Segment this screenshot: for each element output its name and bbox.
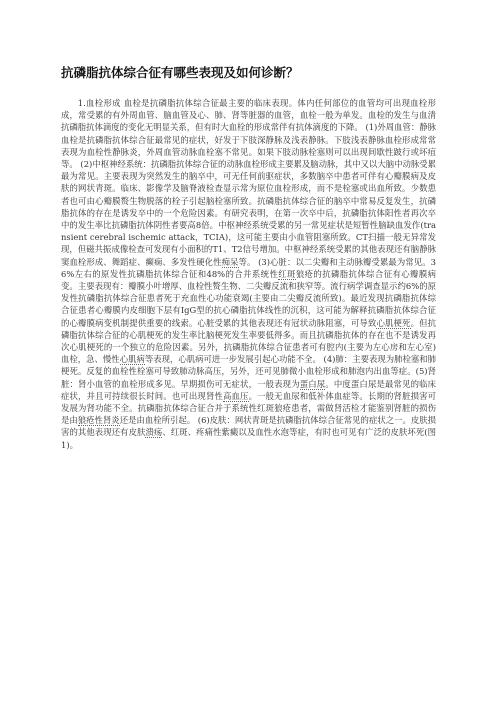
body-text: 狼疮的抗磷脂抗体综合征有心瓣膜病变。主要表现有：瓣膜小叶增厚、血栓性赘生物、二尖瓣反流和狭窄等。流行病学调查显示约6%的原发性抗磷脂抗体综合征患者死于充血性心功能衰竭(主要由二尖瓣反流所致)。最近发现抗磷脂抗体综合征患者心瓣膜内皮细胞下层有IgG型的抗心磷脂抗体线性的沉积，这可能为解释抗磷脂抗体综合征的心瓣膜病变机制提供重要的线索。心脏受累的其他表现还有冠状动脉阻塞，可导致 [61, 268, 436, 328]
body-text: 还是由血栓所引起。 (6)皮肤：网状青斑是抗磷脂抗体综合征常见的症状之一。皮肤损害的其他表现还有皮肤 [61, 415, 436, 438]
term-link[interactable]: 蛋白尿 [299, 378, 326, 389]
body-text: 、红斑、疼痛性紫癜以及血性水泡等症，有时也可见有广泛的皮肤坏死(图1)。 [61, 427, 436, 450]
body-text: 。但抗磷脂抗体综合征的心肌梗死的发生率比脑梗死发生率要低得多。而且抗磷脂抗体的存在也不是诱发再次心肌梗死的一个独立的危险因素。另外，抗磷脂抗体综合征患者可有腔内(主要为左心房和左心室)血栓，急、慢性 [61, 317, 436, 365]
body-text: 1.血栓形成 血栓是抗磷脂抗体综合征最主要的临床表现。体内任何部位的血管均可出现血栓形成，常受累的有外周血管、脑血管及心、肺、肾等脏器的血管，血栓一般为单发。血栓的发生与血清抗磷脂抗体滴度的变化无明显关系，但有时大血栓的形成常伴有抗体滴度的下降。 (1)外周血管：静脉血栓是抗磷脂抗体综合征最常见的症状，好发于下肢深静脉及浅表静脉。下肢浅表静脉血栓形成常常表现为血栓性静脉炎，外周血管动脉血栓塞不常见。如果下肢动脉栓塞则可以出现间歇性跛行或坏疽等。 (2)中枢神经系统：抗磷脂抗体综合征的动脉血栓形成主要累及脑动脉，其中又以大脑中动脉受累最为常见。主要表现为突然发生的脑卒中，可无任何前驱症状，多数脑卒中患者可伴有心瓣膜病及皮肤的网状青斑。临床、影像学及脑脊液检查显示常为原位血栓形成，而不是栓塞或出血所致。少数患者也可由心瓣膜赘生物脱落的栓子引起脑栓塞所致。抗磷脂抗体综合征的脑卒中常易反复发生，抗磷脂抗体的存在是诱发卒中的一个危险因素。有研究表明，在第一次卒中后，抗磷脂抗体阳性者再次卒中的发生率比抗磷脂抗体阴性者要高8倍。中枢神经系统受累的另一常见症状是短暂性脑缺血发作(transient cerebral ischemic attack，TCIA)，这可能主要由小血管阻塞所致。CT扫描一般无异常发现，但磁共振成像检查可发现有小面积的T1、T2信号增加。中枢神经系统受累的其他表现还有脑静脉窦血栓形成、舞蹈症、癫痫、多发性硬化性 [61, 98, 436, 267]
term-link[interactable]: 痴呆 [221, 256, 239, 267]
term-link[interactable]: 高血压 [223, 390, 249, 401]
body-text: 。中度蛋白尿是最常见的临床症状，并且可持续很长时间。也可出现肾性 [61, 378, 436, 401]
body-text: 等表现，心肌病可进一步发展引起心功能不全。 (4)肺：主要表现为肺栓塞和肺梗死。反复的血栓性栓塞可导致肺动脉高压，另外，还可见肺微小血栓形成和肺泡内出血等症。(5)肾脏：肾小血管的血栓形成多见。早期损伤可无症状，一般表现为 [61, 354, 436, 389]
term-link[interactable]: 溃疡 [145, 427, 163, 438]
term-link[interactable]: 狼疮性肾炎 [77, 415, 120, 426]
term-link[interactable]: 心肌病 [119, 354, 145, 365]
document-body [61, 97, 436, 657]
document-title: 抗磷脂抗体综合征有哪些表现及如何诊断？ [61, 65, 299, 80]
term-link[interactable]: 心肌梗死 [376, 317, 411, 328]
body-text: 等。 (3)心脏：以二尖瓣和主动脉瓣受累最为常见。36%左右的原发性抗磷脂抗体综合征和48%的合并系统性 [61, 256, 436, 279]
term-link[interactable]: 红斑 [278, 268, 296, 279]
body-text: 。一般无血尿和低补体血症等。长期的肾脏损害可发展为肾功能不全。抗磷脂抗体综合征合并于系统性红斑狼疮患者，需做肾活检才能鉴别肾脏的损伤是由 [61, 390, 436, 426]
